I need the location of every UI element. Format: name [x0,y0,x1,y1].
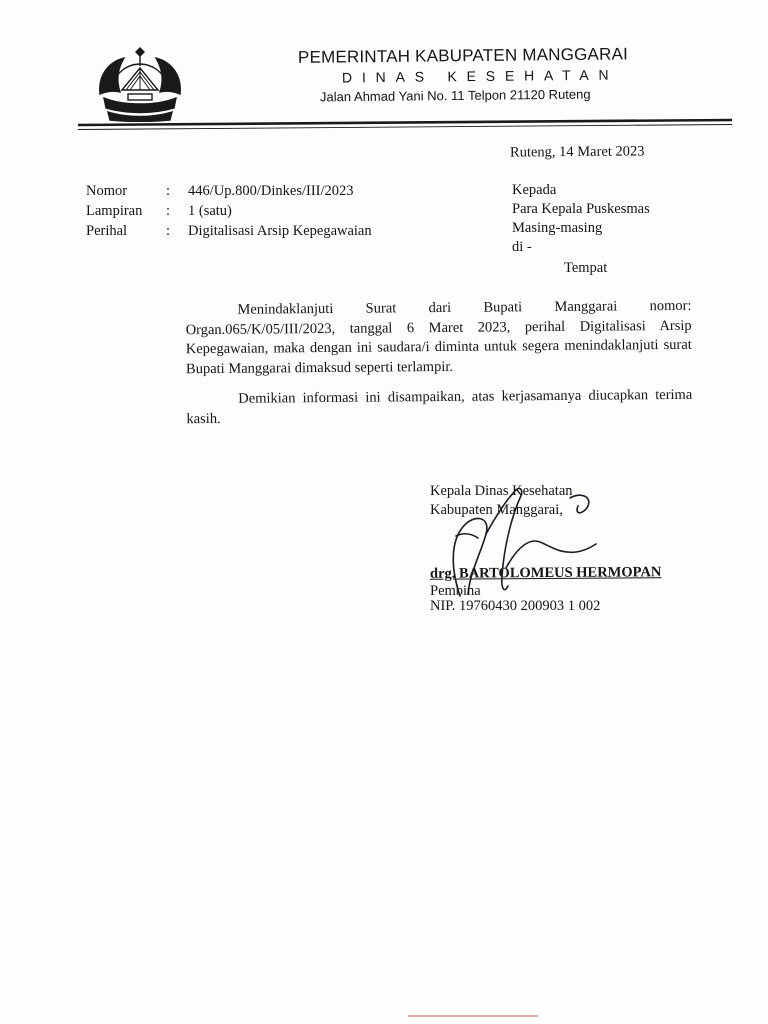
reference-label: Nomor [86,183,128,199]
signatory-office-line2: Kabupaten Manggarai, [430,502,563,518]
signatory-office-line1: Kepala Dinas Kesehatan [430,483,573,499]
reference-colon: : [166,223,171,239]
letter-reference-block [86,181,372,241]
letterhead-divider [78,115,732,131]
reference-label: Lampiran [86,203,143,219]
addressee-to: Kepada [512,182,557,198]
handwritten-signature-icon [420,476,610,606]
body-paragraph: Menindaklanjuti Surat dari Bupati Manggarai nomor: Organ.065/K/05/III/2023, tanggal 6 Maret 2023, perihal Digitalisasi Arsip Kepegawaian, maka dengan ini saudara/i diminta untuk segera menindaklanjuti surat Bupati Manggarai dimaksud seperti terlampir. [185,297,692,377]
reference-colon: : [166,183,171,199]
letter-body [185,297,692,440]
regency-emblem-icon [94,46,186,122]
reference-value: Digitalisasi Arsip Kepegawaian [188,223,372,239]
letterhead-government: PEMERINTAH KABUPATEN MANGGARAI [297,44,629,67]
addressee-recipient: Para Kepala Puskesmas [512,201,650,217]
addressee-block [512,181,650,278]
signatory-nip: NIP. 19760430 200903 1 002 [430,598,601,614]
reference-row-attachment [86,201,372,221]
reference-row-number [86,181,372,201]
reference-label: Perihal [86,223,128,239]
reference-colon: : [166,203,171,219]
reference-value: 446/Up.800/Dinkes/III/2023 [188,183,354,199]
addressee-place: Tempat [564,260,608,276]
reference-value: 1 (satu) [188,203,232,219]
addressee-scope: Masing-masing [512,220,603,236]
reference-row-subject [86,221,372,241]
signatory-name: drg. BARTOLOMEUS HERMOPAN [429,564,662,582]
scan-artifact-mark [408,1015,538,1017]
letter-date: Ruteng, 14 Maret 2023 [509,143,645,161]
letterhead-department: DINAS KESEHATAN [341,66,619,86]
addressee-di: di - [512,239,532,255]
signatory-rank: Pembina [430,583,481,599]
letterhead-address: Jalan Ahmad Yani No. 11 Telpon 21120 Ruteng [319,86,591,105]
body-paragraph: Demikian informasi ini disampaikan, atas kerjasamanya diucapkan terima kasih. [186,386,693,427]
